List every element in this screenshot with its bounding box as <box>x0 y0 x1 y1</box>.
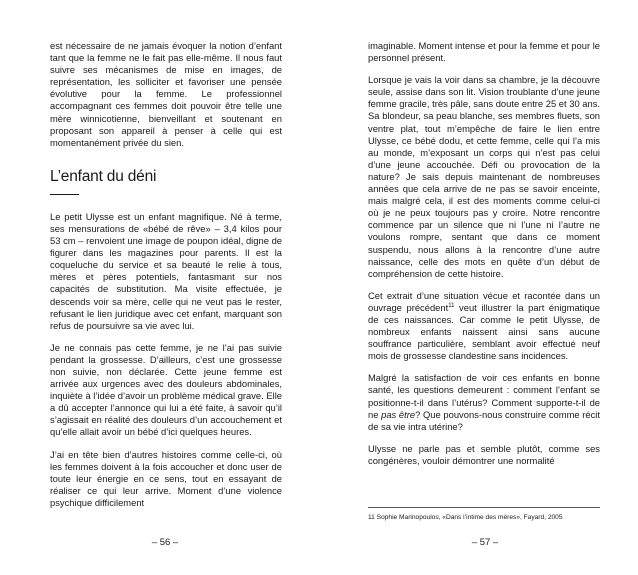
left-paragraph-1: est nécessaire de ne jamais évoquer la notion d’enfant tant que la femme ne le fait pas elle-même. Il nous faut suivre ses mécanismes de mise en images, de représentation, les solliciter et favoriser une pensée évolutive pour la femme. Le professionnel accompagnant ces femmes doit pouvoir être telle une mère winnicotienne, bienveillant et soutenant en proposant son appareil à penser à celle qui est momentanément privée du sien. <box>50 40 282 148</box>
right-text-column <box>368 40 600 477</box>
right-page-number: – 57 – <box>471 537 499 548</box>
right-paragraph-3-text-a: Cet extrait d’une situation vécue et racontée dans un ouvrage précédent <box>368 289 600 313</box>
footnote-rule <box>368 507 600 508</box>
right-paragraph-5: Ulysse ne parle pas et semble plutôt, comme ses congénères, vouloir démontrer une normalité <box>368 442 600 466</box>
footnote-reference: 11 <box>448 302 455 309</box>
left-page-number: – 56 – <box>151 537 179 548</box>
right-paragraph-4-text-b: ? Que pouvons-nous construire comme récit de sa vie intra utérine? <box>368 408 600 432</box>
right-paragraph-3-text-b: veut illustrer la part énigmatique de ces naissances. Car comme le petit Ulysse, de nombreux enfants naissent ainsi sans aucune souffrance particulière, semblant avoir effectué neuf mois de grossesse clandestine sans incidences. <box>368 301 600 362</box>
left-paragraph-3: Je ne connais pas cette femme, je ne l’ai pas suivie pendant la grossesse. D’ailleurs, c’est une grossesse non suivie, non déclarée. Cette jeune femme est arrivée aux urgences avec des douleurs abdominales, inquiète à l’idée d’avoir un problème médical grave. Elle a dû accepter l’annonce qui lui a été faite, à savoir qu’il s’agissait en réalité des douleurs d’un accouchement et qu’elle allait avoir un bébé d’ici quelques heures. <box>50 341 282 438</box>
right-paragraph-4-emphasis: pas être <box>381 408 416 420</box>
left-text-column <box>50 40 282 519</box>
section-heading: L’enfant du déni <box>50 167 157 185</box>
right-paragraph-4-text-a: Malgré la satisfaction de voir ces enfants en bonne santé, les questions demeurent : comment l’enfant se positionne-t-il dans l’utérus? Comment supporte-t-il de ne <box>368 372 600 420</box>
left-paragraph-2: Le petit Ulysse est un enfant magnifique. Né à terme, ses mensurations de «bébé de rêve» – 3,4 kilos pour 53 cm – renvoient une image de poupon idéal, digne de figurer dans les magazines pour parents. Il est la coqueluche du service et sa beauté le relie à tous, mères et pères potentiels, fantasmant sur nos capacités de substitution. Ma visite effectuée, je descends voir sa mère, celle qui ne veut pas le rester, refusant le lien juridique avec cet enfant, marquant son refus de poursuivre sa vie avec lui. <box>50 210 282 331</box>
right-paragraph-4 <box>368 372 600 432</box>
right-paragraph-1: imaginable. Moment intense et pour la femme et pour le personnel présent. <box>368 40 600 64</box>
heading-rule <box>50 194 79 195</box>
right-paragraph-2: Lorsque je vais la voir dans sa chambre, je la découvre seule, assise dans son lit. Vision troublante d’une jeune femme gracile, très pâle, sans doute entre 25 et 30 ans. Sa blondeur, sa peau blanche, ses membres fluets, son ventre plat, tout m’empêche de faire le lien entre Ulysse, ce bébé dodu, et cette femme, celle qui l’a mis au monde, m’exposant un corps qui n’est pas celui d’une jeune accouchée. Défi ou provocation de la nature? Je sais depuis maintenant de nombreuses années que cela arrive de ne pas se savoir enceinte, mais malgré cela, il est des moments comme celui-ci où je ne peux toujours pas y croire. Notre rencontre commence par un silence que ni l’une ni l’autre ne voulons rompre, sentant que dans ce moment suspendu, nous allons à la rencontre d’une autre naissance, celle des mots en quête d’un début de compréhension de cette histoire. <box>368 74 600 279</box>
left-paragraph-4: J’ai en tête bien d’autres histoires comme celle-ci, où les femmes doivent à la fois accoucher et donc user de toute leur énergie en ce sens, tout en essayant de réaliser ce qui leur arrive. Moment d’une violence psychique difficilement <box>50 448 282 508</box>
right-paragraph-3 <box>368 290 600 363</box>
footnote: 11 Sophie Marinopoulos, «Dans l’intime des mères», Fayard, 2005 <box>368 514 563 521</box>
right-page <box>319 0 638 575</box>
